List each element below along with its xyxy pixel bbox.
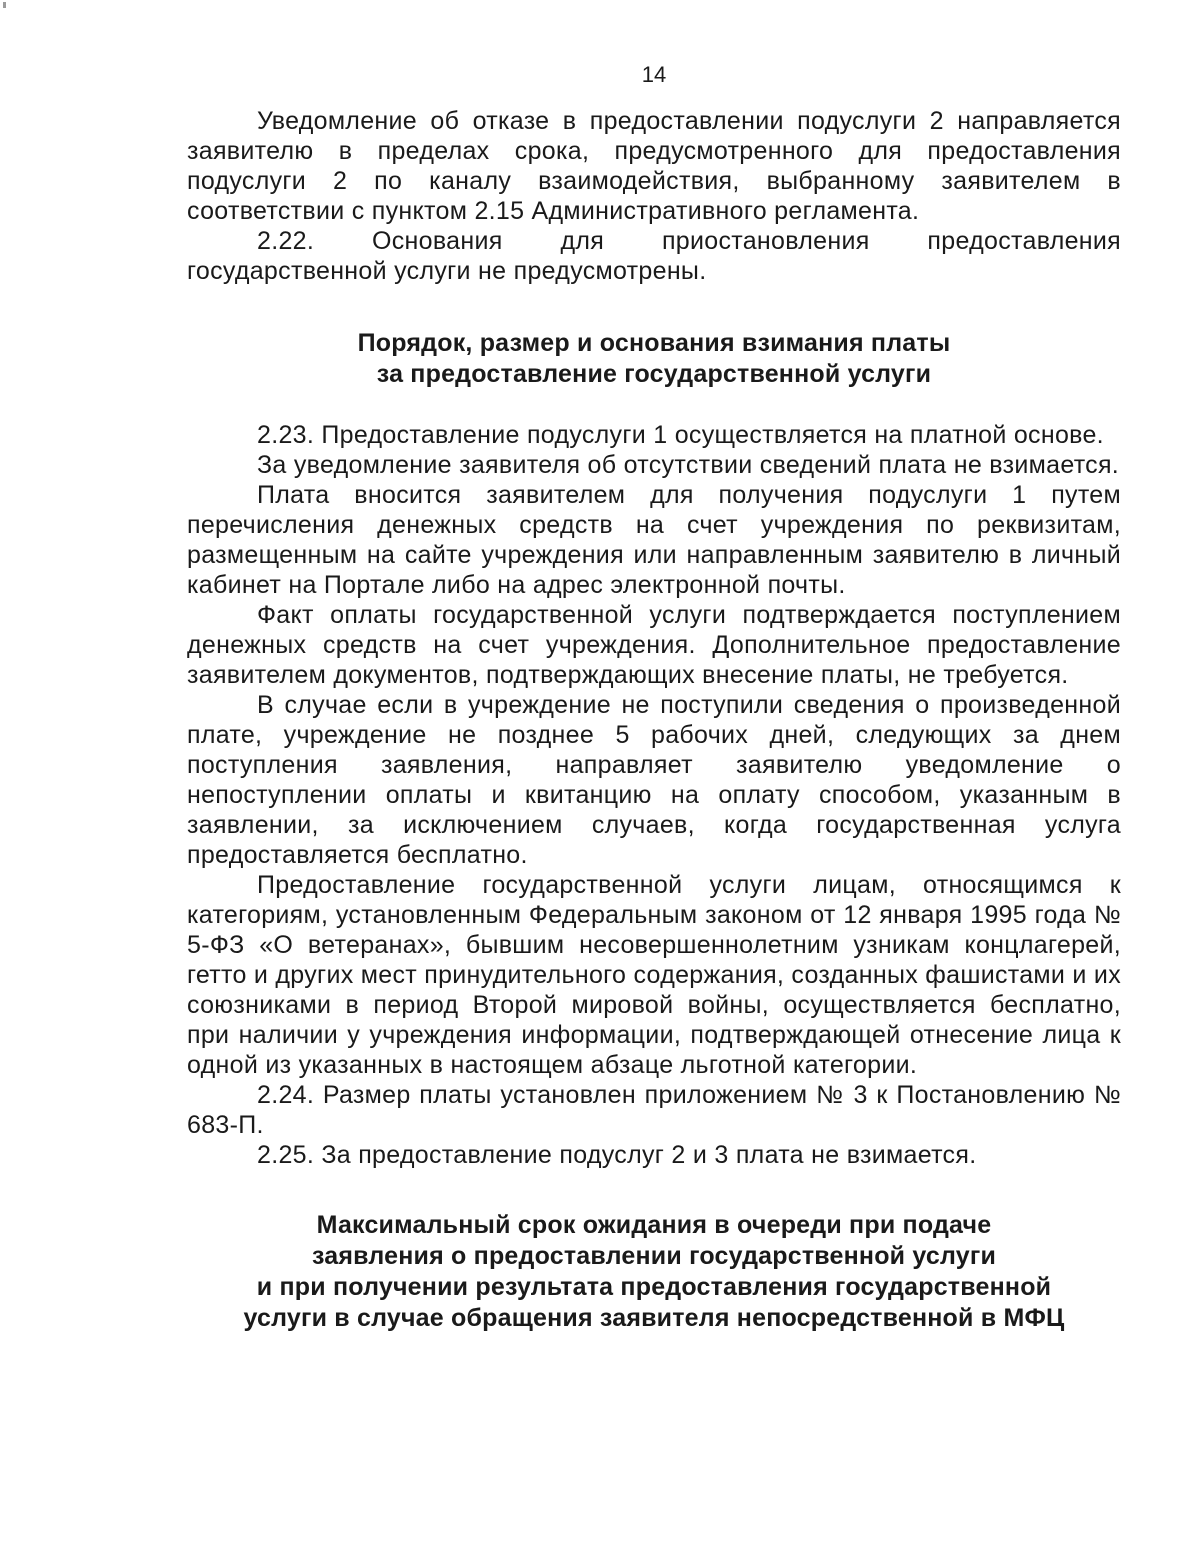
heading-line: и при получении результата предоставления государственной [256,1273,1052,1301]
paragraph-2-24: 2.24. Размер платы установлен приложением № 3 к Постановлению № 683-П. [187,1081,1121,1139]
heading-line: Порядок, размер и основания взимания платы [357,329,951,357]
section-heading-queue [187,1210,1121,1334]
heading-line: Максимальный срок ожидания в очереди при подаче [316,1211,992,1239]
heading-line: за предоставление государственной услуги [376,360,932,388]
paragraph-free-categories: Предоставление государственной услуги лицам, относящимся к категориям, установленным Федеральным законом от 12 января 1995 года № 5-ФЗ «О ветеранах», бывшим несовершеннолетним узникам концлагерей, гетто и других мест принудительного содержания, созданных фашистами и их союзниками в период Второй мировой войны, осуществляется бесплатно, при наличии у учреждения информации, подтверждающей отнесение лица к одной из указанных в настоящем абзаце льготной категории. [187,871,1122,1079]
paragraph-2-23: 2.23. Предоставление подуслуги 1 осуществляется на платной основе. [257,421,1104,449]
heading-line: заявления о предоставлении государственной услуги [311,1242,997,1270]
paragraph-payment-method: Плата вносится заявителем для получения подуслуги 1 путем перечисления денежных средств на счет учреждения по реквизитам, размещенным на сайте учреждения или направленным заявителю в личный кабинет на Портале либо на адрес электронной почты. [187,481,1121,599]
paragraph-no-info-free: За уведомление заявителя об отсутствии сведений плата не взимается. [257,451,1120,479]
scan-artifact-mark [3,2,6,8]
page-number: 14 [641,62,667,87]
heading-line: услуги в случае обращения заявителя непосредственной в МФЦ [243,1304,1065,1332]
section-heading-fee [187,328,1121,390]
document-page [187,60,1121,1334]
paragraph-2-25: 2.25. За предоставление подуслуг 2 и 3 плата не взимается. [257,1141,977,1169]
paragraph-payment-confirmation: Факт оплаты государственной услуги подтверждается поступлением денежных средств на счет учреждения. Дополнительное предоставление заявителем документов, подтверждающих внесение платы, не требуется. [187,601,1121,689]
paragraph-missing-payment: В случае если в учреждение не поступили сведения о произведенной плате, учреждение не позднее 5 рабочих дней, следующих за днем поступления заявления, направляет заявителю уведомление о непоступлении оплаты и квитанцию на оплату способом, указанным в заявлении, за исключением случаев, когда государственная услуга предоставляется бесплатно. [187,691,1121,869]
paragraph-refusal-notice: Уведомление об отказе в предоставлении подуслуги 2 направляется заявителю в пределах срока, предусмотренного для предоставления подуслуги 2 по каналу взаимодействия, выбранному заявителем в соответствии с пунктом 2.15 Административного регламента. [187,107,1121,225]
paragraph-2-22: 2.22. Основания для приостановления предоставления государственной услуги не предусмотрены. [187,227,1121,285]
